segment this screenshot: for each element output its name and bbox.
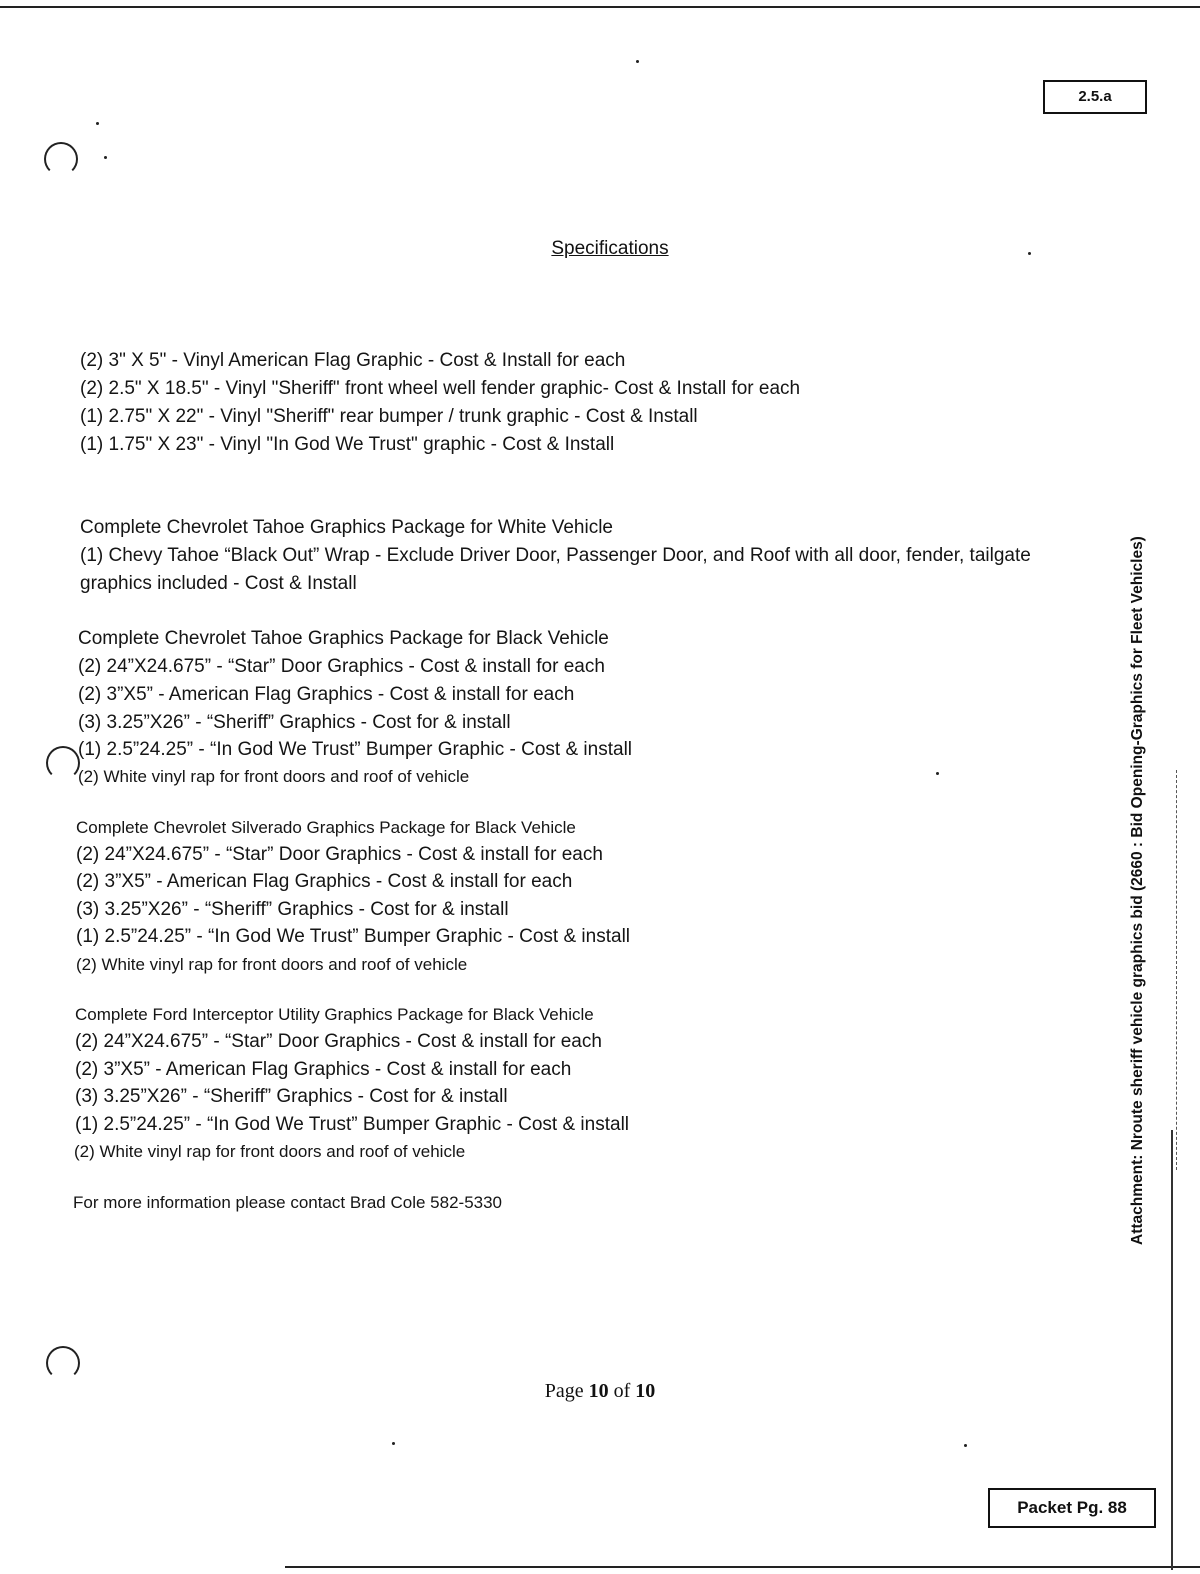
scan-speck xyxy=(964,1444,967,1447)
package-heading: Complete Chevrolet Tahoe Graphics Package for White Vehicle xyxy=(80,517,613,538)
packet-page-badge: Packet Pg. 88 xyxy=(988,1488,1156,1528)
punch-hole-icon xyxy=(46,746,80,780)
spec-line: (1) 2.5”24.25” - “In God We Trust” Bumper Graphic - Cost & install xyxy=(78,739,633,760)
spec-line: (2) 24”X24.675” - “Star” Door Graphics - Cost & install for each xyxy=(76,844,603,865)
page-total: 10 xyxy=(635,1380,656,1402)
spec-line: (2) White vinyl rap for front doors and roof of vehicle xyxy=(74,1142,466,1161)
spec-line: (3) 3.25”X26” - “Sheriff” Graphics - Cost for & install xyxy=(78,712,511,733)
page-of: of xyxy=(613,1380,631,1402)
package-heading: Complete Chevrolet Tahoe Graphics Package for Black Vehicle xyxy=(78,628,609,649)
spec-line: (1) 1.75" X 23" - Vinyl "In God We Trust" graphic - Cost & Install xyxy=(80,434,615,455)
scan-speck xyxy=(936,772,939,775)
spec-line: (3) 3.25”X26” - “Sheriff” Graphics - Cost for & install xyxy=(75,1086,508,1107)
spec-line: (2) 2.5" X 18.5" - Vinyl "Sheriff" front wheel well fender graphic- Cost & Install for each xyxy=(80,378,801,399)
page-current: 10 xyxy=(588,1380,609,1402)
page-word: Page xyxy=(544,1380,584,1402)
top-rule xyxy=(0,6,1200,8)
section-code-badge: 2.5.a xyxy=(1043,80,1147,114)
spec-line: (2) 24”X24.675” - “Star” Door Graphics - Cost & install for each xyxy=(78,656,605,677)
contact-line: For more information please contact Brad Cole 582-5330 xyxy=(73,1193,503,1212)
page-number xyxy=(0,1380,1200,1403)
spec-line: (2) 3" X 5" - Vinyl American Flag Graphic - Cost & Install for each xyxy=(80,350,626,371)
scan-speck xyxy=(636,60,639,63)
package-heading: Complete Chevrolet Silverado Graphics Package for Black Vehicle xyxy=(76,818,576,837)
package-heading: Complete Ford Interceptor Utility Graphics Package for Black Vehicle xyxy=(75,1005,594,1024)
spec-line: graphics included - Cost & Install xyxy=(80,573,357,594)
scan-speck xyxy=(104,156,107,159)
spec-line: (1) 2.5”24.25” - “In God We Trust” Bumper Graphic - Cost & install xyxy=(75,1114,630,1135)
spec-line: (2) White vinyl rap for front doors and roof of vehicle xyxy=(76,955,468,974)
bottom-rule xyxy=(285,1566,1200,1568)
attachment-caption: Attachment: Nroute sheriff vehicle graphics bid (2660 : Bid Opening-Graphics for Fleet Vehicles) xyxy=(1129,536,1146,1245)
margin-dashed-rule xyxy=(1176,770,1177,1170)
punch-hole-icon xyxy=(44,142,78,176)
spec-line: (2) 3”X5” - American Flag Graphics - Cost & install for each xyxy=(76,871,573,892)
spec-line: (2) 3”X5” - American Flag Graphics - Cost & install for each xyxy=(75,1059,572,1080)
spec-line: (3) 3.25”X26” - “Sheriff” Graphics - Cost for & install xyxy=(76,899,509,920)
spec-line: (1) 2.5”24.25” - “In God We Trust” Bumper Graphic - Cost & install xyxy=(76,926,631,947)
document-title: Specifications xyxy=(551,238,669,259)
spec-line: (1) Chevy Tahoe “Black Out” Wrap - Exclude Driver Door, Passenger Door, and Roof with all door, fender, tailgate xyxy=(80,545,1031,566)
spec-line: (1) 2.75" X 22" - Vinyl "Sheriff" rear bumper / trunk graphic - Cost & Install xyxy=(80,406,698,427)
margin-rule xyxy=(1171,1130,1173,1570)
spec-line: (2) 24”X24.675” - “Star” Door Graphics - Cost & install for each xyxy=(75,1031,602,1052)
spec-line: (2) White vinyl rap for front doors and roof of vehicle xyxy=(78,767,470,786)
scan-speck xyxy=(392,1442,395,1445)
scan-speck xyxy=(96,122,99,125)
spec-line: (2) 3”X5” - American Flag Graphics - Cost & install for each xyxy=(78,684,575,705)
punch-hole-icon xyxy=(46,1346,80,1380)
